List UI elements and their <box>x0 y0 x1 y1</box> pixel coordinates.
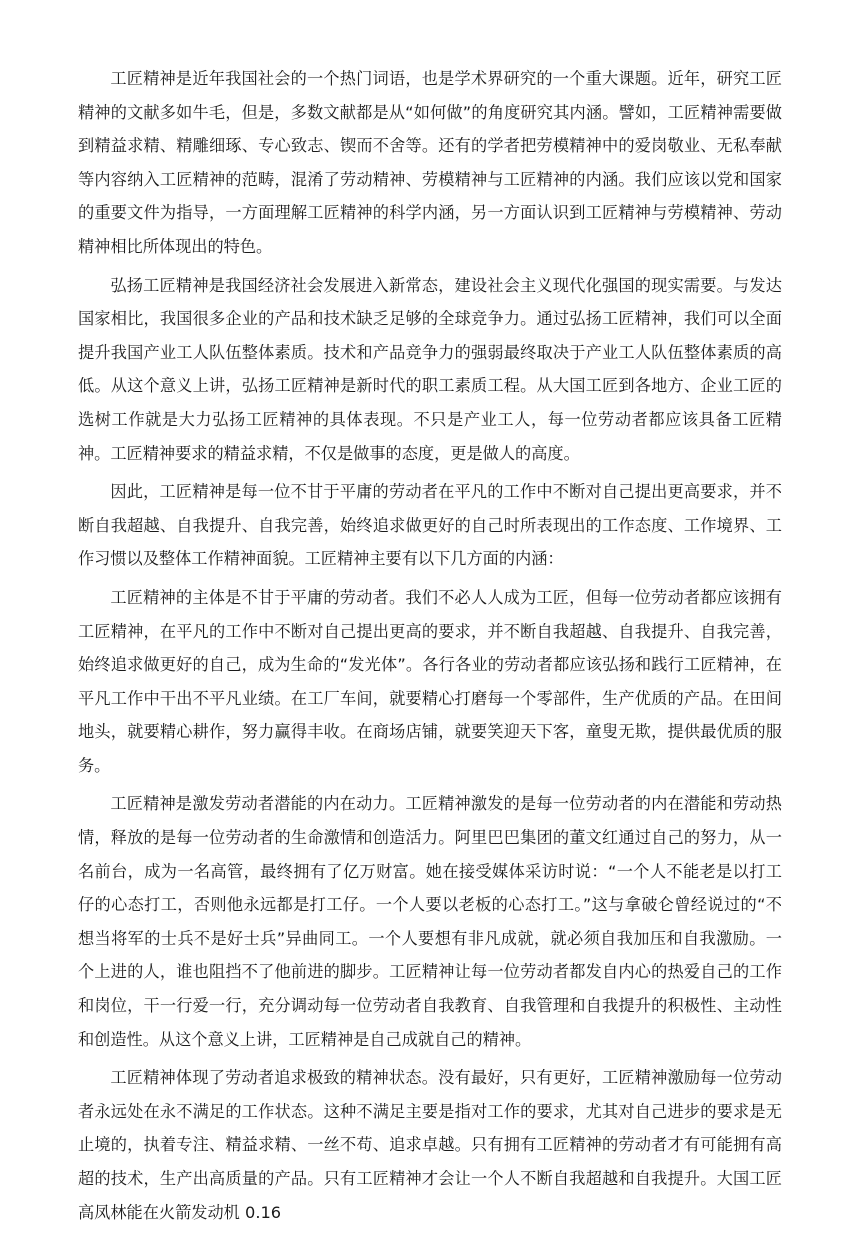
paragraph-5: 工匠精神是激发劳动者潜能的内在动力。工匠精神激发的是每一位劳动者的内在潜能和劳动热情，释放的是每一位劳动者的生命激情和创造活力。阿里巴巴集团的董文红通过自己的努力，从一名前台，成为一名高管，最终拥有了亿万财富。她在接受媒体采访时说：“一个人不能老是以打工仔的心态打工，否则他永远都是打工仔。一个人要以老板的心态打工。”这与拿破仑曾经说过的“不想当将军的士兵不是好士兵”异曲同工。一个人要想有非凡成就，就必须自我加压和自我激励。一个上进的人，谁也阻挡不了他前进的脚步。工匠精神让每一位劳动者都发自内心的热爱自己的工作和岗位，干一行爱一行，充分调动每一位劳动者自我教育、自我管理和自我提升的积极性、主动性和创造性。从这个意义上讲，工匠精神是自己成就自己的精神。 <box>78 794 782 1049</box>
paragraph-3: 因此，工匠精神是每一位不甘于平庸的劳动者在平凡的工作中不断对自己提出更高要求，并不断自我超越、自我提升、自我完善，始终追求做更好的自己时所表现出的工作态度、工作境界、工作习惯以及整体工作精神面貌。工匠精神主要有以下几方面的内涵： <box>78 482 782 569</box>
paragraph-4: 工匠精神的主体是不甘于平庸的劳动者。我们不必人人成为工匠，但每一位劳动者都应该拥有工匠精神，在平凡的工作中不断对自己提出更高的要求，并不断自我超越、自我提升、自我完善，始终追求做更好的自己，成为生命的“发光体”。各行各业的劳动者都应该弘扬和践行工匠精神，在平凡工作中干出不平凡业绩。在工厂车间，就要精心打磨每一个零部件，生产优质的产品。在田间地头，就要精心耕作，努力赢得丰收。在商场店铺，就要笑迎天下客，童叟无欺，提供最优质的服务。 <box>78 587 782 775</box>
paragraph-1: 工匠精神是近年我国社会的一个热门词语，也是学术界研究的一个重大课题。近年，研究工匠精神的文献多如牛毛，但是，多数文献都是从“如何做”的角度研究其内涵。譬如，工匠精神需要做到精益求精、精雕细琢、专心致志、锲而不舍等。还有的学者把劳模精神中的爱岗敬业、无私奉献等内容纳入工匠精神的范畴，混淆了劳动精神、劳模精神与工匠精神的内涵。我们应该以党和国家的重要文件为指导，一方面理解工匠精神的科学内涵，另一方面认识到工匠精神与劳模精神、劳动精神相比所体现出的特色。 <box>78 69 782 256</box>
paragraph-6: 工匠精神体现了劳动者追求极致的精神状态。没有最好，只有更好，工匠精神激励每一位劳动者永远处在永不满足的工作状态。这种不满足主要是指对工作的要求，尤其对自己进步的要求是无止境的，执着专注、精益求精、一丝不苟、追求卓越。只有拥有工匠精神的劳动者才有可能拥有高超的技术，生产出高质量的产品。只有工匠精神才会让一个人不断自我超越和自我提升。大国工匠高凤林能在火箭发动机 0.16 <box>78 1068 782 1222</box>
document-body <box>78 62 782 1234</box>
paragraph-2: 弘扬工匠精神是我国经济社会发展进入新常态，建设社会主义现代化强国的现实需要。与发达国家相比，我国很多企业的产品和技术缺乏足够的全球竞争力。通过弘扬工匠精神，我们可以全面提升我国产业工人队伍整体素质。技术和产品竞争力的强弱最终取决于产业工人队伍整体素质的高低。从这个意义上讲，弘扬工匠精神是新时代的职工素质工程。从大国工匠到各地方、企业工匠的选树工作就是大力弘扬工匠精神的具体表现。不只是产业工人，每一位劳动者都应该具备工匠精神。工匠精神要求的精益求精，不仅是做事的态度，更是做人的高度。 <box>78 275 782 463</box>
